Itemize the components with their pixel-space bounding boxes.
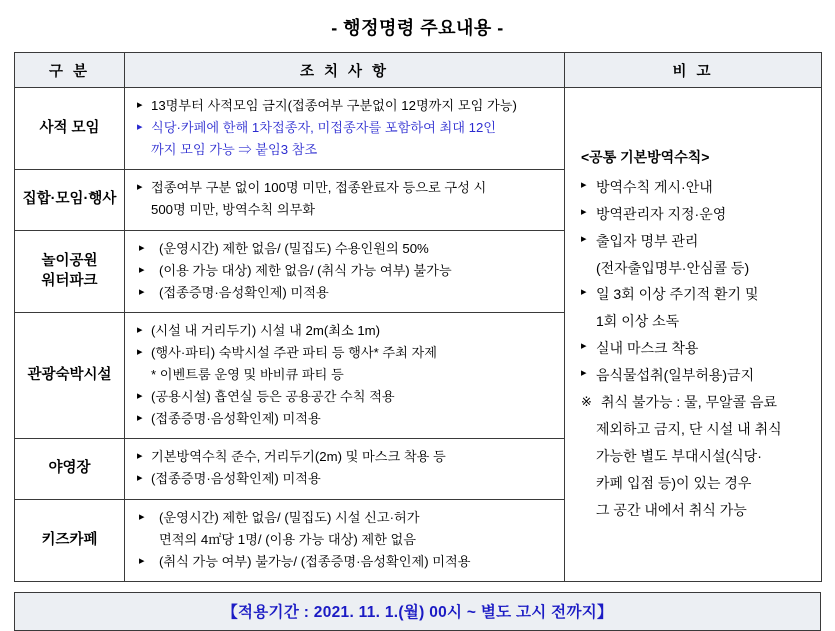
remark-item: (전자출입명부·안심콜 등) bbox=[596, 259, 750, 276]
measure-line: 까지 모임 가능 ⇒ 붙임3 참조 bbox=[151, 141, 318, 157]
measure-line: ▸ 13명부터 사적모임 금지(접종여부 구분없이 12명까지 모임 가능) bbox=[137, 96, 554, 116]
column-header-measures: 조 치 사 항 bbox=[125, 53, 565, 88]
table-row bbox=[15, 88, 822, 170]
administrative-order-table bbox=[14, 52, 822, 582]
measure-line: ▸ (이용 가능 대상) 제한 없음/ (취식 가능 여부) 불가능 bbox=[137, 261, 554, 281]
measure-line: ▸ (시설 내 거리두기) 시설 내 2m(최소 1m) bbox=[137, 321, 554, 341]
measure-line: 면적의 4㎡당 1명/ (이용 가능 대상) 제한 없음 bbox=[159, 531, 417, 547]
remarks-cell bbox=[565, 88, 822, 582]
measure-line: 500명 미만, 방역수칙 의무화 bbox=[151, 202, 316, 218]
row-label-kids-cafe: 키즈카페 bbox=[15, 499, 125, 581]
remarks-title: <공통 기본방역수칙> bbox=[581, 148, 710, 165]
measure-line: ▸ (접종증명·음성확인제) 미적용 bbox=[137, 409, 554, 429]
column-header-category: 구 분 bbox=[15, 53, 125, 88]
measure-line: ▸ (공용시설) 흡연실 등은 공용공간 수칙 적용 bbox=[137, 387, 554, 407]
remark-item: ▸ 일 3회 이상 주기적 환기 및 bbox=[581, 282, 811, 308]
row-content-amusement-waterpark bbox=[125, 230, 565, 312]
measure-line: ▸ (접종증명·음성확인제) 미적용 bbox=[137, 469, 554, 489]
row-content-assembly-event bbox=[125, 170, 565, 231]
remark-note: ※ 취식 불가능 : 물, 무알콜 음료 bbox=[581, 390, 811, 416]
page-title: - 행정명령 주요내용 - bbox=[331, 18, 504, 38]
column-header-remarks: 비 고 bbox=[565, 53, 822, 88]
remark-note-line: 카페 입점 등)이 있는 경우 bbox=[596, 474, 752, 491]
remark-note-line: 제외하고 금지, 단 시설 내 취식 bbox=[596, 420, 782, 437]
measure-line: ▸ (운영시간) 제한 없음/ (밀집도) 수용인원의 50% bbox=[137, 239, 554, 259]
measure-line: ▸ 기본방역수칙 준수, 거리두기(2m) 및 마스크 착용 등 bbox=[137, 447, 554, 467]
table-header-row bbox=[15, 53, 822, 88]
row-content-tourist-accommodation bbox=[125, 313, 565, 439]
measure-line: ▸ (행사·파티) 숙박시설 주관 파티 등 행사* 주최 자제 bbox=[137, 343, 554, 363]
row-label-line2: 워터파크 bbox=[41, 272, 98, 289]
row-content-campsite bbox=[125, 439, 565, 500]
remark-note-line: 가능한 별도 부대시설(식당· bbox=[596, 447, 762, 464]
row-label-line1: 놀이공원 bbox=[41, 253, 98, 270]
measure-line: ▸ (운영시간) 제한 없음/ (밀집도) 시설 신고·허가 bbox=[137, 508, 554, 528]
measure-line: ▸ 식당·카페에 한해 1차접종자, 미접종자를 포함하여 최대 12인 bbox=[137, 118, 554, 138]
measure-line: ▸ 접종여부 구분 없이 100명 미만, 접종완료자 등으로 구성 시 bbox=[137, 178, 554, 198]
remark-note-line: 그 공간 내에서 취식 가능 bbox=[596, 501, 747, 518]
remark-item: 1회 이상 소독 bbox=[596, 313, 680, 330]
row-label-assembly-event: 집합·모임·행사 bbox=[15, 170, 125, 231]
row-content-kids-cafe bbox=[125, 499, 565, 581]
measure-line: ▸ (취식 가능 여부) 불가능/ (접종증명·음성확인제) 미적용 bbox=[137, 552, 554, 572]
row-label-private-gathering: 사적 모임 bbox=[15, 88, 125, 170]
row-label-campsite: 야영장 bbox=[15, 439, 125, 500]
measure-line: ▸ (접종증명·음성확인제) 미적용 bbox=[137, 283, 554, 303]
row-label-amusement-waterpark bbox=[15, 230, 125, 312]
remark-item: ▸ 출입자 명부 관리 bbox=[581, 229, 811, 255]
application-period-banner: 【적용기간 : 2021. 11. 1.(월) 00시 ~ 별도 고시 전까지】 bbox=[14, 592, 821, 631]
remark-item: ▸ 실내 마스크 착용 bbox=[581, 336, 811, 362]
row-label-tourist-accommodation: 관광숙박시설 bbox=[15, 313, 125, 439]
row-content-private-gathering bbox=[125, 88, 565, 170]
remark-item: ▸ 음식물섭취(일부허용)금지 bbox=[581, 363, 811, 389]
remark-item: ▸ 방역수칙 게시·안내 bbox=[581, 175, 811, 201]
measure-line: * 이벤트룸 운영 및 바비큐 파티 등 bbox=[151, 366, 344, 382]
remark-item: ▸ 방역관리자 지정·운영 bbox=[581, 202, 811, 228]
